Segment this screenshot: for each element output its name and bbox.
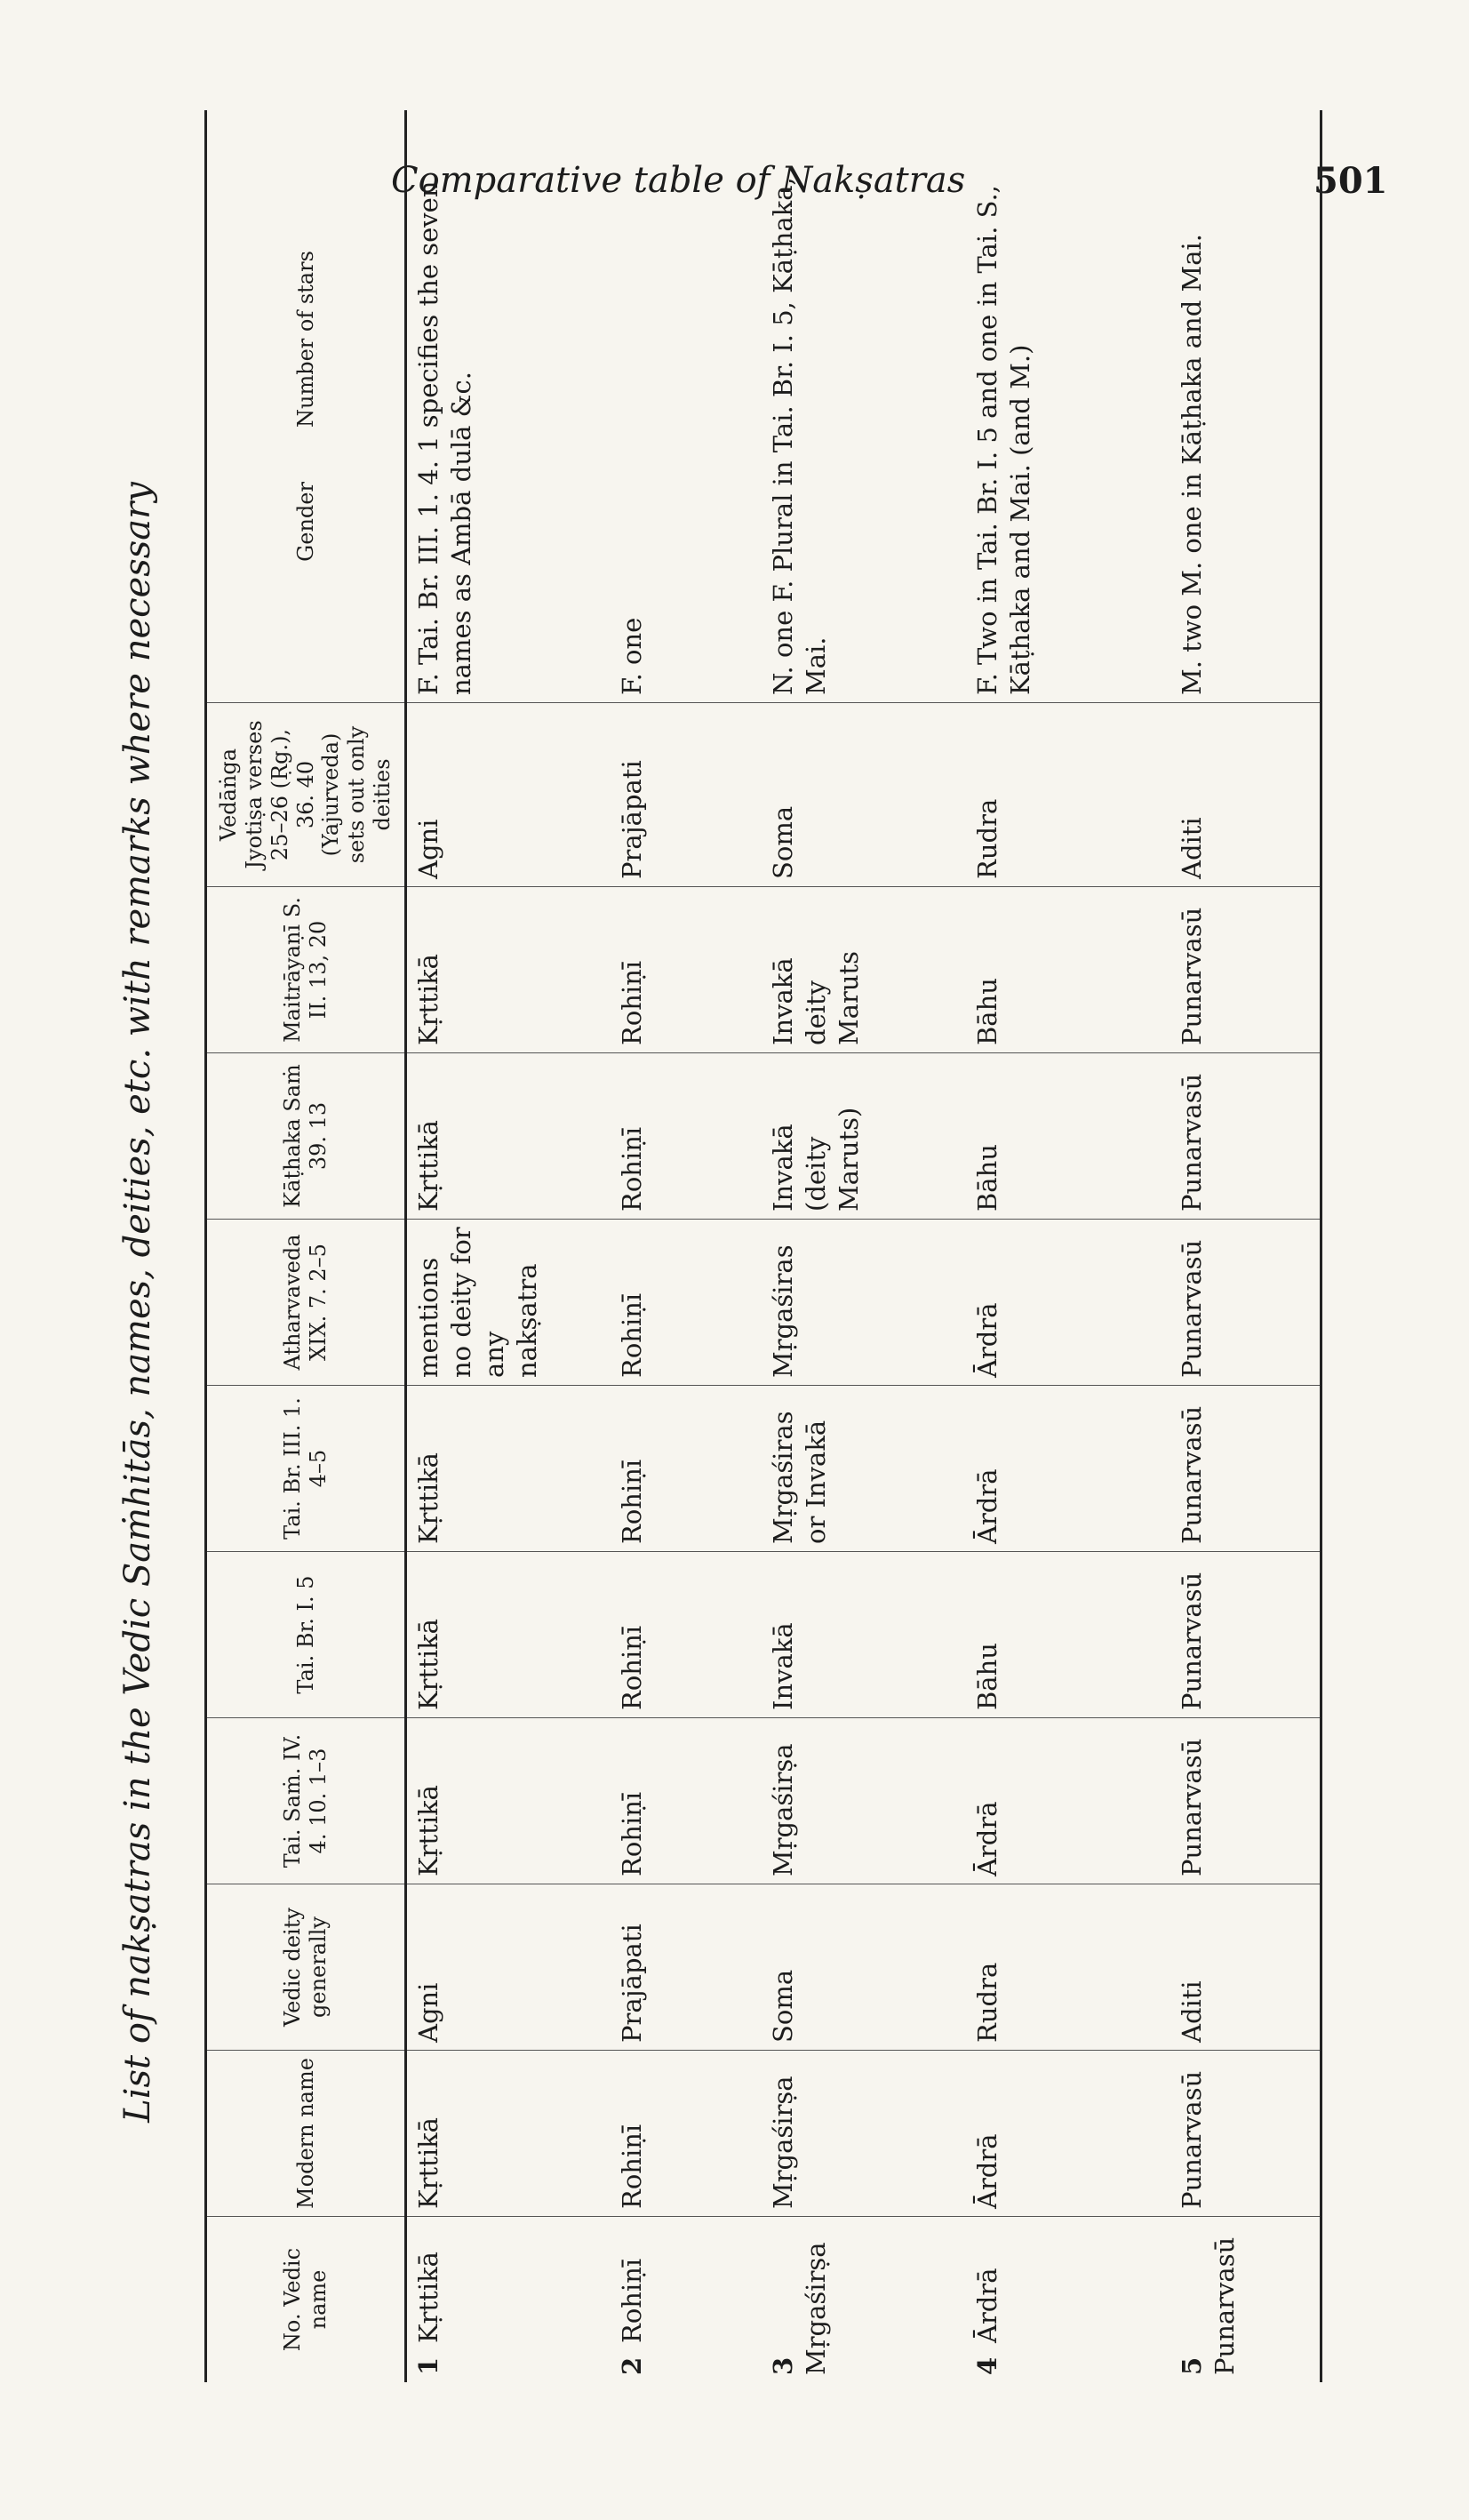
col-stars-label: Number of stars [292, 251, 318, 428]
cell-atharvaveda: Rohiṇī [611, 1220, 762, 1386]
col-header-kathaka: Kāṭhaka Saṁ 39. 13 [206, 1053, 406, 1220]
cell-tai-br-3: Mṛgaśiras or Invakā [762, 1386, 966, 1552]
cell-maitrayani: Rohiṇī [611, 887, 762, 1053]
cell-tai-br-1-5: Punarvasū [1170, 1552, 1321, 1718]
cell-modern-name: Mṛgaśirṣa [762, 2051, 966, 2217]
cell-tai-br-3: Kṛttikā [406, 1386, 611, 1552]
cell-tai-br-1-5: Rohiṇī [611, 1552, 762, 1718]
cell-tai-br-3: Rohiṇī [611, 1386, 762, 1552]
col-header-maitrayani: Maitrāyaṇī S. II. 13, 20 [206, 887, 406, 1053]
cell-maitrayani: Bāhu [966, 887, 1170, 1053]
cell-vedanga-jyotisa: Aditi [1170, 703, 1321, 887]
header-row [206, 110, 406, 2382]
col-header-atharvaveda: Atharvaveda XIX. 7. 2–5 [206, 1220, 406, 1386]
cell-tai-br-1-5: Kṛttikā [406, 1552, 611, 1718]
cell-vedic-deity: Aditi [1170, 1884, 1321, 2051]
cell-vedic-name [611, 2217, 762, 2383]
cell-tai-br-3: Punarvasū [1170, 1386, 1321, 1552]
cell-vedic-deity: Rudra [966, 1884, 1170, 2051]
cell-gender-stars: M. two M. one in Kāṭhaka and Mai. [1170, 110, 1321, 703]
cell-tai-sam: Ārdrā [966, 1718, 1170, 1884]
cell-kathaka: Punarvasū [1170, 1053, 1321, 1220]
cell-atharvaveda: mentions no deity for any nakṣatra [406, 1220, 611, 1386]
cell-kathaka: Invakā (deity Maruts) [762, 1053, 966, 1220]
cell-tai-br-1-5: Invakā [762, 1552, 966, 1718]
row-number: 4 [971, 2356, 1002, 2375]
col-no-label: No. [280, 2313, 306, 2352]
cell-maitrayani: Kṛttikā [406, 887, 611, 1053]
cell-kathaka: Kṛttikā [406, 1053, 611, 1220]
col-header-tai-sam: Tai. Saṁ. IV. 4. 10. 1–3 [206, 1718, 406, 1884]
col-header-vedic-name [206, 2217, 406, 2383]
row-number: 1 [413, 2356, 443, 2375]
table-row [966, 110, 1170, 2382]
cell-modern-name: Kṛttikā [406, 2051, 611, 2217]
col-header-gender-stars [206, 110, 406, 703]
row-number: 2 [616, 2356, 647, 2375]
cell-vedic-deity: Soma [762, 1884, 966, 2051]
cell-tai-sam: Mṛgaśirṣa [762, 1718, 966, 1884]
cell-vedic-name [966, 2217, 1170, 2383]
cell-modern-name: Punarvasū [1170, 2051, 1321, 2217]
cell-atharvaveda: Ārdrā [966, 1220, 1170, 1386]
page-number: 501 [1313, 160, 1388, 202]
cell-vedanga-jyotisa: Prajāpati [611, 703, 762, 887]
cell-kathaka: Bāhu [966, 1053, 1170, 1220]
col-vedic-name-label: Vedic name [280, 2247, 331, 2330]
cell-vedic-name [762, 2217, 966, 2383]
cell-vedic-deity: Agni [406, 1884, 611, 2051]
cell-tai-sam: Kṛttikā [406, 1718, 611, 1884]
cell-vedic-name [1170, 2217, 1321, 2383]
cell-tai-br-3: Ārdrā [966, 1386, 1170, 1552]
cell-gender-stars: N. one F. Plural in Tai. Br. I. 5, Kāṭhaka, Mai. [762, 110, 966, 703]
cell-atharvaveda: Punarvasū [1170, 1220, 1321, 1386]
cell-vedanga-jyotisa: Agni [406, 703, 611, 887]
col-header-tai-br-3: Tai. Br. III. 1. 4–5 [206, 1386, 406, 1552]
vedic-name: Kṛttikā [413, 2252, 443, 2343]
vedic-name: Mṛgaśirṣa [800, 2242, 831, 2375]
cell-modern-name: Ārdrā [966, 2051, 1170, 2217]
cell-vedanga-jyotisa: Soma [762, 703, 966, 887]
cell-kathaka: Rohiṇī [611, 1053, 762, 1220]
vedic-name: Punarvasū [1209, 2236, 1240, 2375]
col-header-tai-br-1-5: Tai. Br. I. 5 [206, 1552, 406, 1718]
cell-tai-br-1-5: Bāhu [966, 1552, 1170, 1718]
col-header-modern-name: Modern name [206, 2051, 406, 2217]
cell-vedanga-jyotisa: Rudra [966, 703, 1170, 887]
cell-tai-sam: Punarvasū [1170, 1718, 1321, 1884]
table-caption: List of nakṣatras in the Vedic Saṁhitās, names, deities, etc. with remarks where necessary [117, 482, 158, 2123]
vedic-name: Rohiṇī [616, 2258, 647, 2343]
cell-gender-stars: F. Two in Tai. Br. I. 5 and one in Tai. S., Kāṭhaka and Mai. (and M.) [966, 110, 1170, 703]
cell-gender-stars: F. one [611, 110, 762, 703]
cell-modern-name: Rohiṇī [611, 2051, 762, 2217]
table-row [611, 110, 762, 2382]
row-number: 3 [767, 2356, 798, 2375]
nakshatra-table [204, 110, 1322, 2382]
cell-tai-sam: Rohiṇī [611, 1718, 762, 1884]
cell-maitrayani: Invakā deity Maruts [762, 887, 966, 1053]
cell-vedic-name [406, 2217, 611, 2383]
col-header-vedic-deity: Vedic deity generally [206, 1884, 406, 2051]
row-number: 5 [1176, 2356, 1207, 2375]
cell-vedic-deity: Prajāpati [611, 1884, 762, 2051]
table-row [1170, 110, 1321, 2382]
running-title: Comparative table of Nakṣatras [391, 160, 966, 201]
col-header-vedanga-jyotisa: Vedāṅga Jyotiṣa verses 25–26 (Ṛg.), 36. 40 (Yajurveda) sets out only deities [206, 703, 406, 887]
cell-maitrayani: Punarvasū [1170, 887, 1321, 1053]
table-row [762, 110, 966, 2382]
cell-gender-stars: F. Tai. Br. III. 1. 4. 1 specifies the seven names as Ambā dulā &c. [406, 110, 611, 703]
table-row [406, 110, 611, 2382]
col-gender-label: Gender [292, 482, 318, 562]
cell-atharvaveda: Mṛgaśiras [762, 1220, 966, 1386]
vedic-name: Ārdrā [971, 2268, 1002, 2343]
